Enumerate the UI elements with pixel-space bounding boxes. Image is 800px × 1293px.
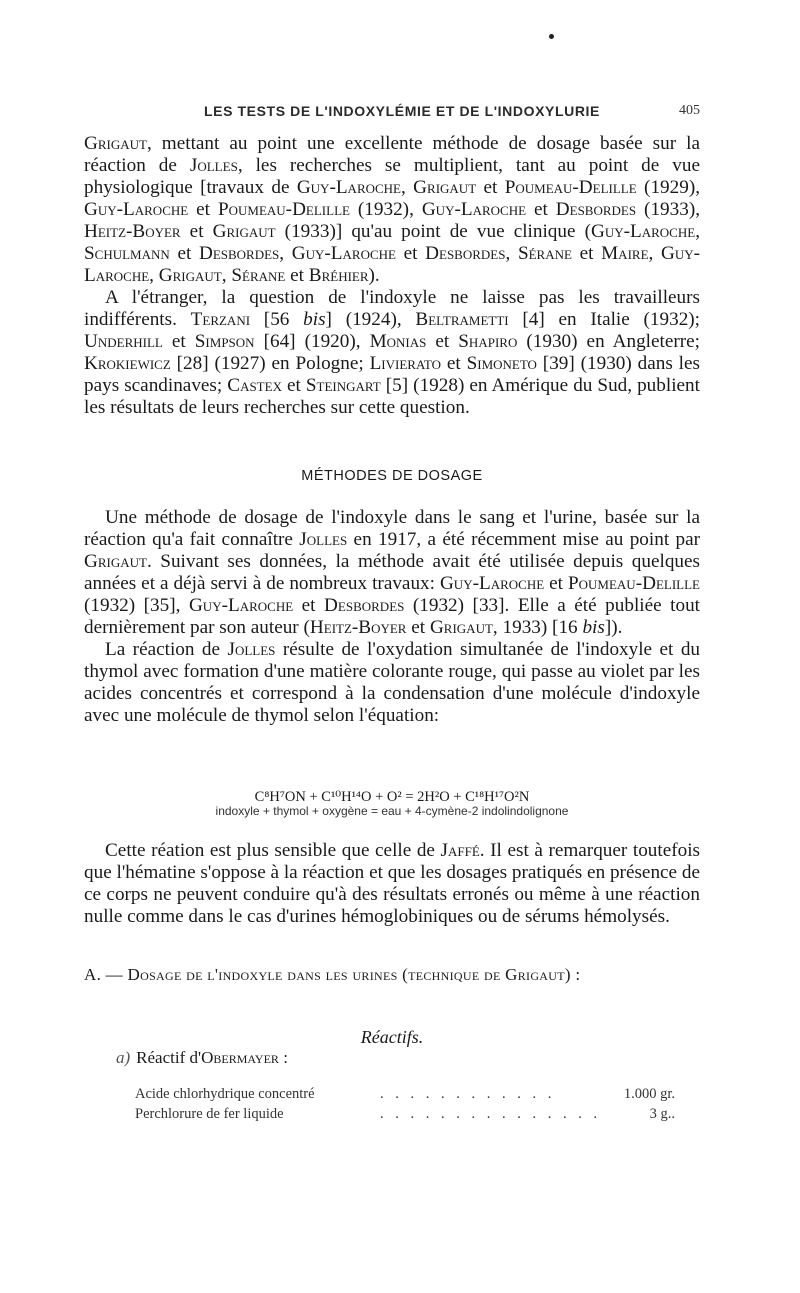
author-name: Maire [601,243,649,264]
text-block-1 [84,133,700,419]
author-name: Steingart [305,375,381,396]
heading-technique: technique de Grigaut [408,965,565,984]
author-name: Desbordes [555,199,637,220]
author-name: Schulmann [84,243,170,264]
text-block-2 [84,507,700,727]
text-run: [28] (1927) en Pologne; [170,353,370,374]
text-run: et [395,243,426,264]
text-run: ] (1924), [325,309,416,330]
text-run: ]). [604,617,623,638]
author-name: Grigaut [84,133,147,154]
text-run: et [180,221,213,242]
text-run: , 1933) [16 [492,617,583,638]
equation-legend: indoxyle + thymol + oxygène = eau + 4-cymène-2 indolindolignone [215,804,569,818]
text-run: et [406,617,430,638]
text-run: , [221,265,232,286]
heading-main: Dosage de l'indoxyle dans les urines [127,965,398,984]
reagent-label-pre: Réactif d' [136,1048,202,1067]
heading-suffix: ) : [564,965,581,984]
text-run: et [571,243,602,264]
author-name: Jolles [227,639,276,660]
author-name: Guy-Laroche [84,199,189,220]
text-run: [56 [250,309,304,330]
text-run: et [188,199,218,220]
author-name: Guy-Laroche [439,573,545,594]
text-run: , [401,177,414,198]
paragraph-1 [84,133,700,287]
author-name: Grigaut [212,221,276,242]
author-name: Grigaut [158,265,222,286]
author-name: Poumeau-Delille [567,573,700,594]
author-name: Guy-Laroche [84,243,701,286]
text-run: A l'étranger, la question de l'indoxyle ne laisse pas les travailleurs indifférents. [84,287,700,330]
author-name: Guy-Laroche [188,595,294,616]
text-run: Une méthode de dosage de l'indoxyle dans le sang et l'urine, basée sur la réaction qu'a fait connaître [84,507,700,550]
page-number: 405 [679,103,700,118]
text-run: [64] (1920), [254,331,370,352]
author-name: Guy-Laroche [291,243,396,264]
text-run: , [279,243,292,264]
reagent-name: Obermayer [201,1048,279,1067]
text-run: , les recherches se multiplient, tant au point de vue physiologique [travaux de [84,155,700,198]
author-name: Castex [227,375,282,396]
italic-text: bis [303,309,326,330]
author-name: Poumeau-Delille [504,177,637,198]
section-title: MÉTHODES DE DOSAGE [301,468,483,484]
paragraph-4 [84,639,700,727]
author-name: Heitz-Boyer [309,617,407,638]
stray-dot [549,34,554,39]
text-run: La réaction de [105,639,228,660]
author-name: Desbordes [324,595,405,616]
author-name: Guy-Laroche [421,199,527,220]
author-name: Sérane [517,243,572,264]
reactifs-title: Réactifs. [360,1027,424,1047]
text-run: , [149,265,159,286]
text-run: , mettant au point une excellente méthode de dosage basée sur la réaction de [84,133,700,176]
text-run: en 1917, a été récemment mise au point par [347,529,700,550]
text-run: ). [368,265,380,286]
author-name: Desbordes [425,243,506,264]
text-run: , [648,243,661,264]
text-run: (1933)] qu'au point de vue clinique ( [275,221,591,242]
author-name: Grigaut [84,551,147,572]
author-name: Guy-Laroche [296,177,402,198]
running-head: LES TESTS DE L'INDOXYLÉMIE ET DE L'INDOXYLURIE [204,103,600,119]
author-name: Jolles [189,155,238,176]
author-name: Desbordes [198,243,280,264]
ingredient-name: Acide chlorhydrique concentré [135,1086,315,1102]
author-name: Grigaut [413,177,477,198]
page-header [84,103,700,123]
paragraph-2 [84,287,700,419]
leader-dots: . . . . . . . . . . . . [380,1086,556,1102]
author-name: Heitz-Boyer [84,221,181,242]
text-run: et [440,353,467,374]
text-run: (1933), [636,199,701,220]
ingredient-name: Perchlorure de fer liquide [135,1106,284,1122]
author-name: Jaffé [440,840,480,861]
text-run: (1930) en Angleterre; [517,331,700,352]
author-name: Krokiewicz [84,353,171,374]
text-run: (1932) [35], [84,595,189,616]
author-name: Underhill [84,331,163,352]
text-run: [4] en Italie (1932); [508,309,701,330]
author-name: Livierato [369,353,441,374]
recipe-line [135,1106,675,1123]
text-run: . Suivant ses données, la méthode avait été utilisée depuis quelques années et a déjà servi à de nombreux travaux: [84,551,700,594]
text-run: . Il est à remarquer toutefois que l'hématine s'oppose à la réaction et que les dosages pratiqués en présence de ce corps ne peuvent conduire qu'à des résultats erronés ou même à une réaction nulle comme dans le cas d'urines hémoglobiniques ou de sérums hémolysés. [84,840,701,927]
text-run: et [281,375,306,396]
text-run: et [426,331,459,352]
ingredient-quantity: 1.000 gr. [623,1086,675,1102]
reagent-label-post: : [278,1048,288,1067]
text-run: résulte de l'oxydation simultanée de l'indoxyle et du thymol avec formation d'une matière colorante rouge, qui passe au violet par les acides concentrés et correspond à la condensation d'une molécule d'indoxyle avec une molécule de thymol selon l'équation: [84,639,701,726]
leader-dots: . . . . . . . . . . . . . . . [380,1106,602,1122]
heading-prefix: A. — [84,965,128,984]
text-run: et [476,177,505,198]
text-run: Cette réation est plus sensible que celle de [105,840,441,861]
author-name: Jolles [299,529,348,550]
text-run: et [162,331,195,352]
author-name: Simoneto [466,353,537,374]
reagent-heading [116,1048,288,1068]
text-run: [5] (1928) en Amérique du Sud, publient les résultats de leurs recherches sur cette question. [84,375,700,418]
paragraph-3 [84,507,700,639]
author-name: Shapiro [458,331,518,352]
reagent-letter: a) [116,1048,131,1067]
author-name: Poumeau-Delille [217,199,350,220]
text-run: [39] (1930) dans les pays scandinaves; [84,353,700,396]
author-name: Guy-Laroche [590,221,696,242]
subsection-heading [84,965,700,985]
text-run: et [293,595,325,616]
paragraph-5 [84,840,700,928]
ingredient-quantity: 3 g.. [649,1106,675,1122]
text-block-3 [84,840,700,928]
text-run: (1932), [349,199,422,220]
chemical-equation: C⁸H⁷ON + C¹⁰H¹⁴O + O² = 2H²O + C¹⁸H¹⁷O²N [254,789,530,805]
text-run: (1932) [33]. Elle a été publiée tout dernièrement par son auteur ( [84,595,700,638]
author-name: Grigaut [429,617,493,638]
heading-mid: ( [397,965,409,984]
author-name: Beltrametti [415,309,509,330]
author-name: Bréhier [308,265,369,286]
author-name: Simpson [194,331,255,352]
text-run: et [544,573,568,594]
text-run: et [526,199,556,220]
author-name: Monias [369,331,427,352]
text-run: et [285,265,309,286]
author-name: Sérane [231,265,286,286]
text-run: et [169,243,199,264]
text-run: (1929), [636,177,701,198]
recipe-line [135,1086,675,1103]
text-run: , [695,221,700,242]
italic-text: bis [582,617,605,638]
author-name: Terzani [190,309,251,330]
text-run: , [505,243,518,264]
